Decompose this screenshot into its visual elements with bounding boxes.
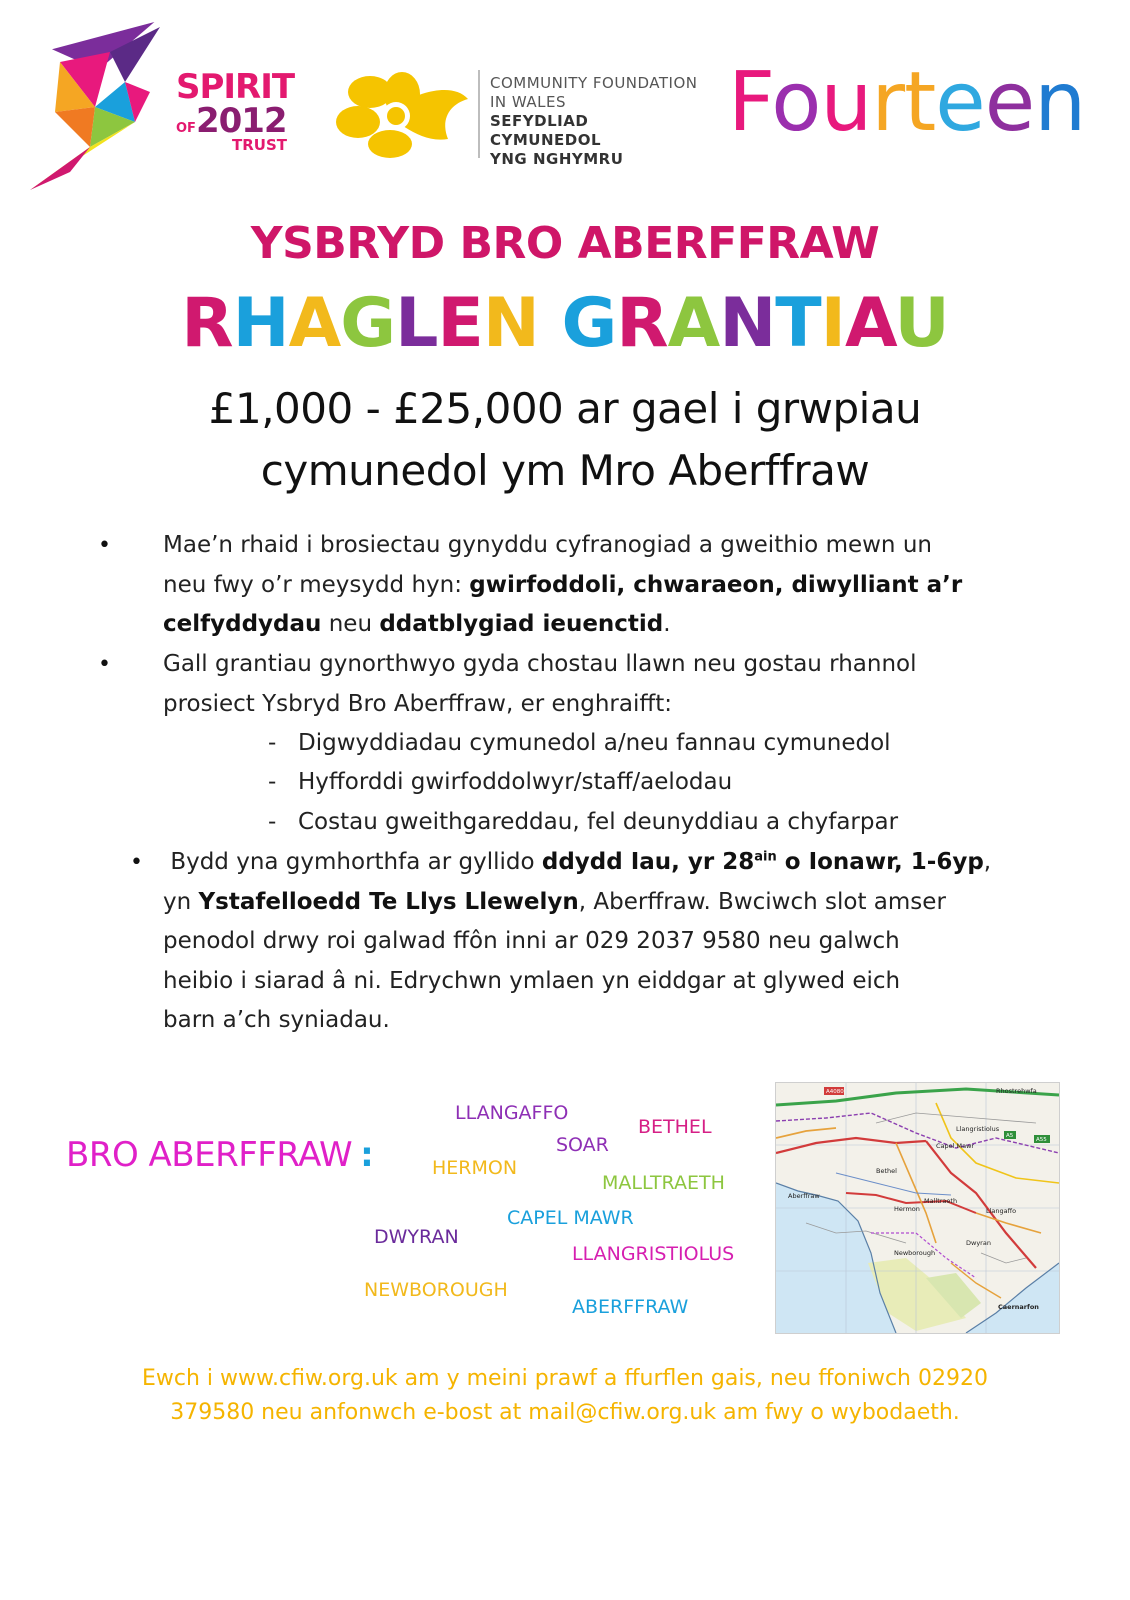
- map-label: Hermon: [894, 1205, 920, 1213]
- title-letter: H: [232, 284, 289, 363]
- title-letter: I: [820, 284, 845, 363]
- fourteen-logo: [728, 55, 1086, 150]
- title-letter: U: [894, 284, 949, 363]
- sub-item: Costau gweithgareddau, fel deunyddiau a chyfarpar: [298, 809, 899, 835]
- cfw-line2: IN WALES: [490, 93, 567, 111]
- title-letter: E: [437, 284, 483, 363]
- spirit-trust: TRUST: [232, 136, 287, 154]
- fourteen-letter: r: [871, 55, 905, 150]
- place-llangaffo: LLANGAFFO: [455, 1102, 569, 1124]
- dash-marker: -: [268, 769, 277, 795]
- fourteen-letter: F: [728, 55, 772, 150]
- place-bethel: BETHEL: [638, 1116, 712, 1138]
- title-letter: A: [667, 284, 720, 363]
- cfw-line1: COMMUNITY FOUNDATION: [490, 74, 698, 92]
- place-aberffraw: ABERFFRAW: [572, 1296, 689, 1318]
- map-label: Malltraeth: [924, 1197, 958, 1205]
- cfw-line3: SEFYDLIAD CYMUNEDOL: [490, 112, 602, 149]
- map-image: [776, 1083, 1059, 1333]
- map-label: Llangaffo: [986, 1207, 1017, 1215]
- map-road-label: A55: [1036, 1137, 1047, 1143]
- map-label: Dwyran: [966, 1239, 991, 1247]
- programme-title: [0, 284, 1130, 363]
- bullet-2-line1: Gall grantiau gynorthwyo gyda chostau llawn neu gostau rhannol: [163, 651, 917, 677]
- bullet-marker: •: [130, 850, 143, 875]
- bullet-3-line4: heibio i siarad â ni. Edrychwn ymlaen yn eiddgar at glywed eich: [163, 967, 901, 994]
- spirit-star-icon: [30, 22, 170, 194]
- spirit-of: OF: [176, 121, 196, 136]
- subtitle: [0, 378, 1130, 502]
- title-letter: T: [775, 284, 821, 363]
- bullet-3-line2: yn Ystafelloedd Te Llys Llewelyn, Aberffraw. Bwciwch slot amser: [163, 888, 946, 915]
- community-foundation-logo: [330, 64, 700, 168]
- title-letter: [539, 284, 562, 363]
- title-letter: A: [844, 284, 895, 363]
- bullet-3-line5: barn a’ch syniadau.: [163, 1007, 390, 1033]
- cfw-line4: YNG NGHYMRU: [490, 150, 624, 168]
- area-map: [775, 1082, 1060, 1334]
- place-soar: SOAR: [556, 1134, 609, 1156]
- sub-item: Hyfforddi gwirfoddolwyr/staff/aelodau: [298, 769, 733, 795]
- dash-marker: -: [268, 730, 277, 756]
- title-letter: A: [288, 284, 341, 363]
- bullet-3-line3: penodol drwy roi galwad ffôn inni ar 029 2037 9580 neu galwch: [163, 928, 900, 954]
- bullet-marker: •: [98, 533, 111, 558]
- spirit-word: SPIRIT: [176, 67, 295, 107]
- map-label: Rhostrehwfa: [996, 1087, 1037, 1095]
- title-letter: G: [561, 284, 617, 363]
- title-letter: L: [395, 284, 438, 363]
- place-dwyran: DWYRAN: [374, 1226, 459, 1248]
- footer-contact: [0, 1362, 1130, 1430]
- fourteen-letter: e: [935, 55, 985, 150]
- place-newborough: NEWBOROUGH: [364, 1279, 508, 1301]
- bullet-1: [163, 526, 1063, 645]
- bullet-3: [163, 843, 1063, 1041]
- title-letter: N: [719, 284, 776, 363]
- sub-item: Digwyddiadau cymunedol a/neu fannau cymunedol: [298, 730, 891, 756]
- place-llangristiolus: LLANGRISTIOLUS: [572, 1243, 735, 1265]
- title-letter: R: [616, 284, 668, 363]
- fourteen-letter: t: [904, 55, 936, 150]
- title-letter: N: [482, 284, 539, 363]
- bullet-1-line1: Mae’n rhaid i brosiectau gynyddu cyfranogiad a gweithio mewn un: [163, 532, 932, 558]
- fourteen-letter: o: [771, 55, 821, 150]
- title-letter: G: [340, 284, 396, 363]
- logo-divider: [478, 70, 480, 158]
- fourteen-letter: n: [1034, 55, 1086, 150]
- bullet-marker: •: [98, 652, 111, 677]
- map-label: Capel Mawr: [936, 1142, 975, 1150]
- area-label: BRO ABERFFRAW :: [66, 1135, 374, 1175]
- spirit-year: 2012: [195, 101, 287, 141]
- subtitle-line2: cymunedol ym Mro Aberffraw: [260, 446, 870, 495]
- bullet-3-line1: Bydd yna gymhorthfa ar gyllido ddydd Iau, yr $28^{ain}$ o Ionawr, 1-6yp,: [170, 849, 992, 875]
- map-label: Aberffraw: [788, 1192, 820, 1200]
- bullet-1-line3: celfyddydau neu ddatblygiad ieuenctid.: [163, 611, 671, 637]
- map-label: Bethel: [876, 1167, 897, 1175]
- dash-marker: -: [268, 809, 277, 835]
- place-hermon: HERMON: [432, 1157, 518, 1179]
- bullet-1-line2: neu fwy o’r meysydd hyn: gwirfoddoli, chwaraeon, diwylliant a’r: [163, 571, 963, 598]
- subtitle-line1: £1,000 - £25,000 ar gael i grwpiau: [208, 384, 922, 433]
- map-label: Caernarfon: [998, 1303, 1039, 1311]
- fourteen-letter: e: [984, 55, 1035, 150]
- place-capel-mawr: CAPEL MAWR: [507, 1207, 634, 1229]
- bullet-2: [163, 645, 1063, 724]
- map-label: Newborough: [894, 1249, 936, 1257]
- spirit-of-2012-logo: [30, 22, 295, 194]
- map-label: Llangristiolus: [956, 1125, 1000, 1133]
- place-malltraeth: MALLTRAETH: [602, 1172, 725, 1194]
- map-road-label: A4080: [826, 1089, 844, 1095]
- map-road-label: A5: [1006, 1133, 1014, 1139]
- daffodil-icon: [330, 64, 470, 164]
- bullet-2-line2: prosiect Ysbryd Bro Aberffraw, er enghraifft:: [163, 690, 672, 717]
- footer-line2: 379580 neu anfonwch e-bost at mail@cfiw.org.uk am fwy o wybodaeth.: [170, 1400, 960, 1425]
- page-title: YSBRYD BRO ABERFFRAW: [250, 218, 880, 269]
- footer-line1: Ewch i www.cfiw.org.uk am y meini prawf a ffurflen gais, neu ffoniwch 02920: [142, 1366, 988, 1391]
- fourteen-letter: u: [820, 55, 872, 150]
- title-letter: R: [181, 284, 233, 363]
